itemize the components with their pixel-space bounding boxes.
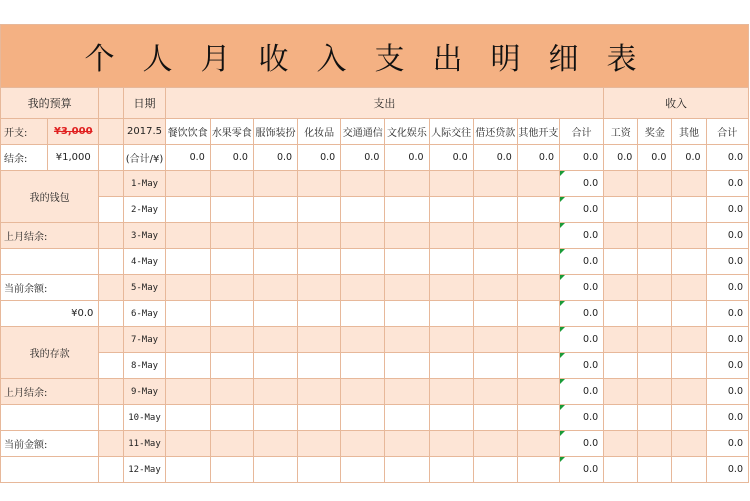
expense-entry-cell[interactable] <box>385 431 429 457</box>
expense-entry-cell[interactable] <box>385 171 429 197</box>
total-value: 0.0 <box>517 145 559 171</box>
income-entry-cell[interactable] <box>638 327 672 353</box>
table-row <box>1 431 749 457</box>
col-header-entertainment: 文化娱乐 <box>385 119 429 145</box>
expense-entry-cell[interactable] <box>473 379 517 405</box>
income-entry-cell[interactable] <box>638 249 672 275</box>
total-value: 0.0 <box>604 145 638 171</box>
expense-entry-cell[interactable] <box>385 379 429 405</box>
spacer-cell <box>99 223 124 249</box>
income-entry-cell[interactable] <box>638 353 672 379</box>
expense-entry-cell[interactable] <box>517 197 559 223</box>
expense-total-cell: 0.0 <box>559 197 603 223</box>
income-entry-cell[interactable] <box>604 171 638 197</box>
expense-entry-cell[interactable] <box>341 405 385 431</box>
expense-entry-cell[interactable] <box>165 327 210 353</box>
expense-entry-cell[interactable] <box>341 171 385 197</box>
date-cell: 5-May <box>124 275 165 301</box>
date-header: 日期 <box>124 88 165 119</box>
income-entry-cell[interactable] <box>638 171 672 197</box>
expense-entry-cell[interactable] <box>253 353 297 379</box>
expense-entry-cell[interactable] <box>341 353 385 379</box>
total-value: 0.0 <box>341 145 385 171</box>
income-entry-cell[interactable] <box>672 353 706 379</box>
current-amount-value[interactable] <box>1 457 99 483</box>
table-row <box>1 275 749 301</box>
expense-entry-cell[interactable] <box>298 301 341 327</box>
table-row <box>1 353 749 379</box>
spacer-cell <box>99 275 124 301</box>
col-header-social: 人际交往 <box>429 119 473 145</box>
expense-entry-cell[interactable] <box>429 301 473 327</box>
expense-entry-cell[interactable] <box>517 431 559 457</box>
total-value: 0.0 <box>473 145 517 171</box>
expense-entry-cell[interactable] <box>341 249 385 275</box>
income-entry-cell[interactable] <box>638 405 672 431</box>
expense-budget-value: ¥3,000 <box>53 126 93 137</box>
total-value: 0.0 <box>638 145 672 171</box>
income-entry-cell[interactable] <box>672 275 706 301</box>
expense-entry-cell[interactable] <box>341 379 385 405</box>
expense-entry-cell[interactable] <box>385 457 429 483</box>
balance-label: 结余: <box>1 145 48 171</box>
expense-entry-cell[interactable] <box>473 197 517 223</box>
expense-entry-cell[interactable] <box>165 275 210 301</box>
expense-entry-cell[interactable] <box>517 353 559 379</box>
income-entry-cell[interactable] <box>672 223 706 249</box>
expense-entry-cell[interactable] <box>473 249 517 275</box>
col-header-cosmetics: 化妆品 <box>298 119 341 145</box>
expense-entry-cell[interactable] <box>253 301 297 327</box>
expense-entry-cell[interactable] <box>473 275 517 301</box>
expense-entry-cell[interactable] <box>210 249 253 275</box>
last-month-balance-label: 上月结余: <box>1 223 99 249</box>
spacer-cell <box>99 249 124 275</box>
income-entry-cell[interactable] <box>638 301 672 327</box>
income-total-cell: 0.0 <box>706 249 748 275</box>
total-value: 0.0 <box>672 145 706 171</box>
expense-entry-cell[interactable] <box>473 223 517 249</box>
expense-entry-cell[interactable] <box>385 249 429 275</box>
income-total-cell: 0.0 <box>706 223 748 249</box>
current-balance-label: 当前余额: <box>1 275 99 301</box>
expense-entry-cell[interactable] <box>517 249 559 275</box>
col-header-other-income: 其他 <box>672 119 706 145</box>
expense-entry-cell[interactable] <box>253 171 297 197</box>
expense-entry-cell[interactable] <box>298 431 341 457</box>
date-cell: 8-May <box>124 353 165 379</box>
income-total-cell: 0.0 <box>706 353 748 379</box>
income-entry-cell[interactable] <box>638 431 672 457</box>
spacer-cell <box>99 431 124 457</box>
income-entry-cell[interactable] <box>638 197 672 223</box>
income-entry-cell[interactable] <box>672 379 706 405</box>
expense-entry-cell[interactable] <box>517 457 559 483</box>
expense-entry-cell[interactable] <box>210 223 253 249</box>
expense-entry-cell[interactable] <box>385 301 429 327</box>
expense-entry-cell[interactable] <box>341 223 385 249</box>
expense-total-cell: 0.0 <box>559 431 603 457</box>
expense-entry-cell[interactable] <box>210 353 253 379</box>
expense-entry-cell[interactable] <box>429 171 473 197</box>
expense-entry-cell[interactable] <box>341 457 385 483</box>
expense-entry-cell[interactable] <box>429 197 473 223</box>
expense-entry-cell[interactable] <box>253 379 297 405</box>
date-cell: 6-May <box>124 301 165 327</box>
spacer-cell <box>99 405 124 431</box>
expense-entry-cell[interactable] <box>429 353 473 379</box>
col-header-bonus: 奖金 <box>638 119 672 145</box>
expense-entry-cell[interactable] <box>253 431 297 457</box>
expense-entry-cell[interactable] <box>429 379 473 405</box>
expense-entry-cell[interactable] <box>429 457 473 483</box>
expense-entry-cell[interactable] <box>165 249 210 275</box>
income-total-cell: 0.0 <box>706 327 748 353</box>
page-title: 个人月收入支出明细表 <box>1 25 749 88</box>
expense-budget-label: 开支: <box>1 119 48 145</box>
spacer-cell <box>99 88 124 119</box>
expense-entry-cell[interactable] <box>385 353 429 379</box>
total-value: 0.0 <box>429 145 473 171</box>
expense-entry-cell[interactable] <box>429 275 473 301</box>
expense-entry-cell[interactable] <box>385 223 429 249</box>
date-cell: 3-May <box>124 223 165 249</box>
income-entry-cell[interactable] <box>672 457 706 483</box>
expense-entry-cell[interactable] <box>473 457 517 483</box>
wallet-label: 我的钱包 <box>1 171 99 223</box>
income-entry-cell[interactable] <box>604 431 638 457</box>
day-rows <box>1 171 749 483</box>
expense-entry-cell[interactable] <box>165 301 210 327</box>
expense-entry-cell[interactable] <box>298 327 341 353</box>
col-header-salary: 工资 <box>604 119 638 145</box>
expense-total-cell: 0.0 <box>559 301 603 327</box>
expense-entry-cell[interactable] <box>253 249 297 275</box>
expense-entry-cell[interactable] <box>210 171 253 197</box>
total-value: 0.0 <box>706 145 748 171</box>
expense-entry-cell[interactable] <box>210 405 253 431</box>
expense-entry-cell[interactable] <box>210 275 253 301</box>
income-total-cell: 0.0 <box>706 197 748 223</box>
income-entry-cell[interactable] <box>604 223 638 249</box>
expense-entry-cell[interactable] <box>298 405 341 431</box>
expense-entry-cell[interactable] <box>341 275 385 301</box>
spacer-cell <box>99 353 124 379</box>
table-row <box>1 379 749 405</box>
income-entry-cell[interactable] <box>604 249 638 275</box>
budget-table <box>0 24 749 483</box>
expense-entry-cell[interactable] <box>165 197 210 223</box>
income-entry-cell[interactable] <box>672 405 706 431</box>
expense-total-cell: 0.0 <box>559 171 603 197</box>
expense-entry-cell[interactable] <box>253 405 297 431</box>
income-total-cell: 0.0 <box>706 431 748 457</box>
income-entry-cell[interactable] <box>672 431 706 457</box>
expense-total-cell: 0.0 <box>559 405 603 431</box>
expense-entry-cell[interactable] <box>298 379 341 405</box>
col-header-other-expense: 其他开支 <box>517 119 559 145</box>
savings-last-month-label: 上月结余: <box>1 379 99 405</box>
col-header-snacks: 水果零食 <box>210 119 253 145</box>
expense-entry-cell[interactable] <box>298 457 341 483</box>
expense-total-cell: 0.0 <box>559 249 603 275</box>
col-header-expense-total: 合计 <box>559 119 603 145</box>
col-header-transport: 交通通信 <box>341 119 385 145</box>
unit-cell: (合计/¥) <box>124 145 165 171</box>
current-amount-label: 当前金额: <box>1 431 99 457</box>
expense-total-cell: 0.0 <box>559 223 603 249</box>
expense-entry-cell[interactable] <box>165 379 210 405</box>
expense-entry-cell[interactable] <box>210 327 253 353</box>
expense-entry-cell[interactable] <box>429 405 473 431</box>
income-total-cell: 0.0 <box>706 171 748 197</box>
spacer-cell <box>99 145 124 171</box>
table-row <box>1 327 749 353</box>
table-row <box>1 405 749 431</box>
expense-entry-cell[interactable] <box>165 353 210 379</box>
date-cell: 11-May <box>124 431 165 457</box>
income-total-cell: 0.0 <box>706 405 748 431</box>
expense-entry-cell[interactable] <box>253 457 297 483</box>
expense-entry-cell[interactable] <box>517 379 559 405</box>
expense-entry-cell[interactable] <box>165 171 210 197</box>
expense-entry-cell[interactable] <box>298 171 341 197</box>
table-row <box>1 301 749 327</box>
income-entry-cell[interactable] <box>638 457 672 483</box>
expense-entry-cell[interactable] <box>385 327 429 353</box>
income-entry-cell[interactable] <box>672 301 706 327</box>
spacer-cell <box>99 327 124 353</box>
budget-header: 我的预算 <box>1 88 99 119</box>
expense-header: 支出 <box>165 88 604 119</box>
expense-entry-cell[interactable] <box>298 197 341 223</box>
expense-entry-cell[interactable] <box>473 431 517 457</box>
savings-label: 我的存款 <box>1 327 99 379</box>
table-row <box>1 171 749 197</box>
income-entry-cell[interactable] <box>672 249 706 275</box>
expense-entry-cell[interactable] <box>298 223 341 249</box>
current-balance-value: ¥0.0 <box>1 301 99 327</box>
expense-entry-cell[interactable] <box>517 171 559 197</box>
expense-entry-cell[interactable] <box>473 171 517 197</box>
total-value: 0.0 <box>385 145 429 171</box>
expense-entry-cell[interactable] <box>473 327 517 353</box>
income-entry-cell[interactable] <box>672 197 706 223</box>
date-cell: 12-May <box>124 457 165 483</box>
income-total-cell: 0.0 <box>706 301 748 327</box>
month-cell: 2017.5 <box>124 119 165 145</box>
expense-entry-cell[interactable] <box>341 327 385 353</box>
income-entry-cell[interactable] <box>604 275 638 301</box>
expense-entry-cell[interactable] <box>165 431 210 457</box>
expense-entry-cell[interactable] <box>253 327 297 353</box>
col-header-loans: 借还贷款 <box>473 119 517 145</box>
table-row <box>1 457 749 483</box>
expense-entry-cell[interactable] <box>165 457 210 483</box>
income-entry-cell[interactable] <box>604 327 638 353</box>
expense-entry-cell[interactable] <box>165 405 210 431</box>
income-entry-cell[interactable] <box>604 301 638 327</box>
expense-entry-cell[interactable] <box>473 353 517 379</box>
date-cell: 9-May <box>124 379 165 405</box>
expense-entry-cell[interactable] <box>517 405 559 431</box>
expense-entry-cell[interactable] <box>473 301 517 327</box>
date-cell: 2-May <box>124 197 165 223</box>
spacer-cell <box>99 301 124 327</box>
expense-total-cell: 0.0 <box>559 327 603 353</box>
expense-total-cell: 0.0 <box>559 457 603 483</box>
income-entry-cell[interactable] <box>638 379 672 405</box>
income-entry-cell[interactable] <box>604 353 638 379</box>
income-entry-cell[interactable] <box>604 197 638 223</box>
income-entry-cell[interactable] <box>604 379 638 405</box>
expense-entry-cell[interactable] <box>298 249 341 275</box>
expense-entry-cell[interactable] <box>341 197 385 223</box>
income-total-cell: 0.0 <box>706 275 748 301</box>
expense-entry-cell[interactable] <box>210 457 253 483</box>
expense-entry-cell[interactable] <box>210 301 253 327</box>
spacer-cell <box>99 379 124 405</box>
income-entry-cell[interactable] <box>638 275 672 301</box>
expense-entry-cell[interactable] <box>253 275 297 301</box>
expense-entry-cell[interactable] <box>429 223 473 249</box>
expense-entry-cell[interactable] <box>210 431 253 457</box>
col-header-income-total: 合计 <box>706 119 748 145</box>
expense-entry-cell[interactable] <box>165 223 210 249</box>
expense-entry-cell[interactable] <box>341 431 385 457</box>
expense-entry-cell[interactable] <box>385 197 429 223</box>
income-entry-cell[interactable] <box>604 405 638 431</box>
expense-entry-cell[interactable] <box>253 197 297 223</box>
expense-entry-cell[interactable] <box>517 275 559 301</box>
spacer-cell <box>99 457 124 483</box>
income-total-cell: 0.0 <box>706 457 748 483</box>
expense-entry-cell[interactable] <box>298 275 341 301</box>
income-entry-cell[interactable] <box>672 327 706 353</box>
balance-amount[interactable]: ¥1,000 <box>48 145 99 171</box>
total-value: 0.0 <box>559 145 603 171</box>
expense-entry-cell[interactable] <box>298 353 341 379</box>
spacer-cell <box>99 119 124 145</box>
expense-entry-cell[interactable] <box>473 405 517 431</box>
expense-entry-cell[interactable] <box>341 301 385 327</box>
income-total-cell: 0.0 <box>706 379 748 405</box>
expense-total-cell: 0.0 <box>559 353 603 379</box>
income-entry-cell[interactable] <box>604 457 638 483</box>
expense-entry-cell[interactable] <box>253 223 297 249</box>
expense-entry-cell[interactable] <box>429 431 473 457</box>
income-header: 收入 <box>604 88 749 119</box>
expense-entry-cell[interactable] <box>429 327 473 353</box>
income-entry-cell[interactable] <box>672 171 706 197</box>
last-month-balance-value[interactable] <box>1 249 99 275</box>
col-header-clothing: 服饰装扮 <box>253 119 297 145</box>
income-entry-cell[interactable] <box>638 223 672 249</box>
col-header-food: 餐饮饮食 <box>165 119 210 145</box>
date-cell: 1-May <box>124 171 165 197</box>
savings-last-month-value[interactable] <box>1 405 99 431</box>
date-cell: 10-May <box>124 405 165 431</box>
date-cell: 7-May <box>124 327 165 353</box>
expense-entry-cell[interactable] <box>517 223 559 249</box>
expense-entry-cell[interactable] <box>210 197 253 223</box>
expense-entry-cell[interactable] <box>429 249 473 275</box>
date-cell: 4-May <box>124 249 165 275</box>
table-row <box>1 197 749 223</box>
expense-budget-amount[interactable] <box>48 119 99 145</box>
expense-entry-cell[interactable] <box>385 405 429 431</box>
expense-entry-cell[interactable] <box>385 275 429 301</box>
expense-entry-cell[interactable] <box>517 327 559 353</box>
expense-entry-cell[interactable] <box>517 301 559 327</box>
spacer-cell <box>99 171 124 197</box>
table-row <box>1 223 749 249</box>
expense-entry-cell[interactable] <box>210 379 253 405</box>
total-value: 0.0 <box>253 145 297 171</box>
table-row <box>1 249 749 275</box>
total-value: 0.0 <box>210 145 253 171</box>
expense-total-cell: 0.0 <box>559 275 603 301</box>
total-value: 0.0 <box>165 145 210 171</box>
spreadsheet <box>0 24 749 483</box>
spacer-cell <box>99 197 124 223</box>
total-value: 0.0 <box>298 145 341 171</box>
expense-total-cell: 0.0 <box>559 379 603 405</box>
